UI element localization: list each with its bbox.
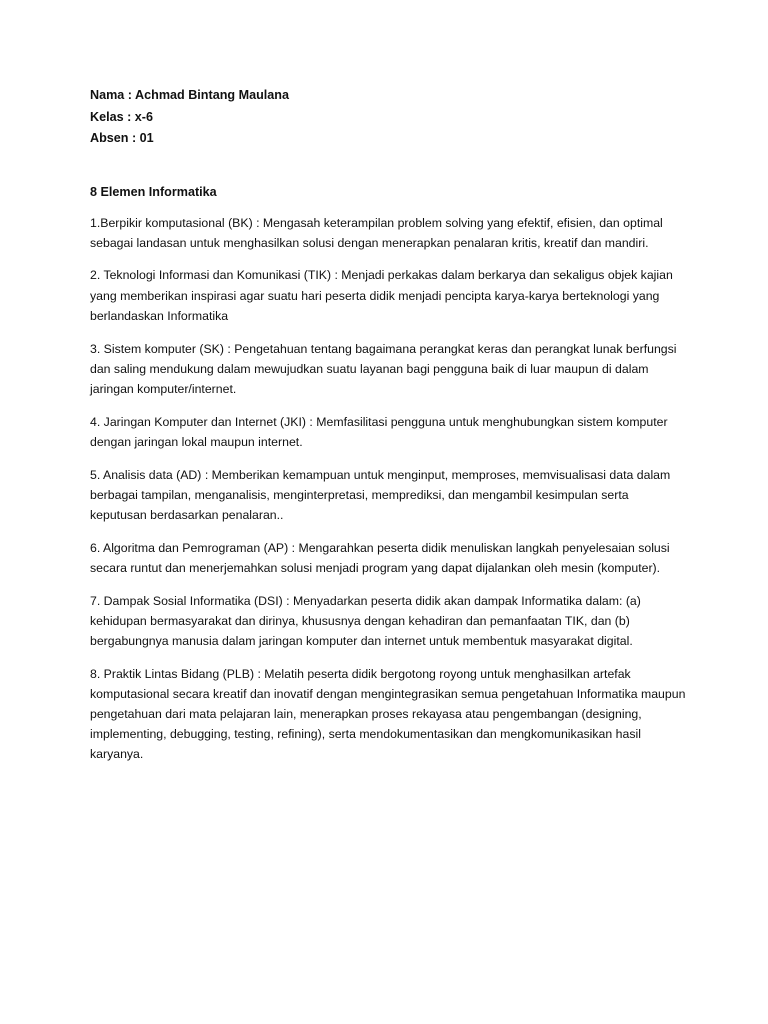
section-title: 8 Elemen Informatika (90, 184, 217, 199)
student-class: Kelas : x-6 (90, 109, 153, 124)
student-name: Nama : Achmad Bintang Maulana (90, 88, 289, 102)
element-item-bk: 1.Berpikir komputasional (BK) : Mengasah keterampilan problem solving yang efektif, efisien, dan optimal sebagai landasan untuk menghasilkan solusi dengan menerapkan penalaran kritis, kreatif dan mandiri. (90, 215, 663, 250)
student-absen: Absen : 01 (90, 131, 154, 145)
element-item-jki: 4. Jaringan Komputer dan Internet (JKI) : Memfasilitasi pengguna untuk menghubungkan sistem komputer dengan jaringan lokal maupun internet. (90, 414, 668, 449)
element-item-tik: 2. Teknologi Informasi dan Komunikasi (TIK) : Menjadi perkakas dalam berkarya dan sekaligus objek kajian yang memberikan inspirasi agar suatu hari peserta didik menjadi pencipta karya-karya berteknologi yang berlandaskan Informatika (90, 268, 673, 323)
element-item-plb: 8. Praktik Lintas Bidang (PLB) : Melatih peserta didik bergotong royong untuk menghasilkan artefak komputasional secara kreatif dan inovatif dengan mengintegrasikan semua pengetahuan Informatika maupun pengetahuan dari mata pelajaran lain, menerapkan proses rekayasa atau pengembangan (designing, implementing, debugging, testing, refining), serta mendokumentasikan dan mengkomunikasikan hasil karyanya. (90, 666, 686, 762)
element-item-ap: 6. Algoritma dan Pemrograman (AP) : Mengarahkan peserta didik menuliskan langkah penyelesaian solusi secara runtut dan menerjemahkan solusi menjadi program yang dapat dijalankan oleh mesin (komputer). (90, 540, 670, 575)
element-list (90, 213, 686, 765)
element-item-dsi: 7. Dampak Sosial Informatika (DSI) : Menyadarkan peserta didik akan dampak Informatika dalam: (a) kehidupan bermasyarakat dan dirinya, khususnya dengan kehadiran dan pemanfaatan TIK, dan (b) bergabungnya manusia dalam jaringan komputer dan internet untuk membentuk masyarakat digital. (90, 593, 641, 648)
element-item-sk: 3. Sistem komputer (SK) : Pengetahuan tentang bagaimana perangkat keras dan perangkat lunak berfungsi dan saling mendukung dalam mewujudkan suatu layanan bagi pengguna baik di luar maupun di dalam jaringan komputer/internet. (90, 341, 677, 396)
element-item-ad: 5. Analisis data (AD) : Memberikan kemampuan untuk menginput, memproses, memvisualisasi data dalam berbagai tampilan, menganalisis, menginterpretasi, memprediksi, dan mengambil kesimpulan serta keputusan berdasarkan penalaran.. (90, 467, 671, 522)
student-info (90, 85, 686, 150)
